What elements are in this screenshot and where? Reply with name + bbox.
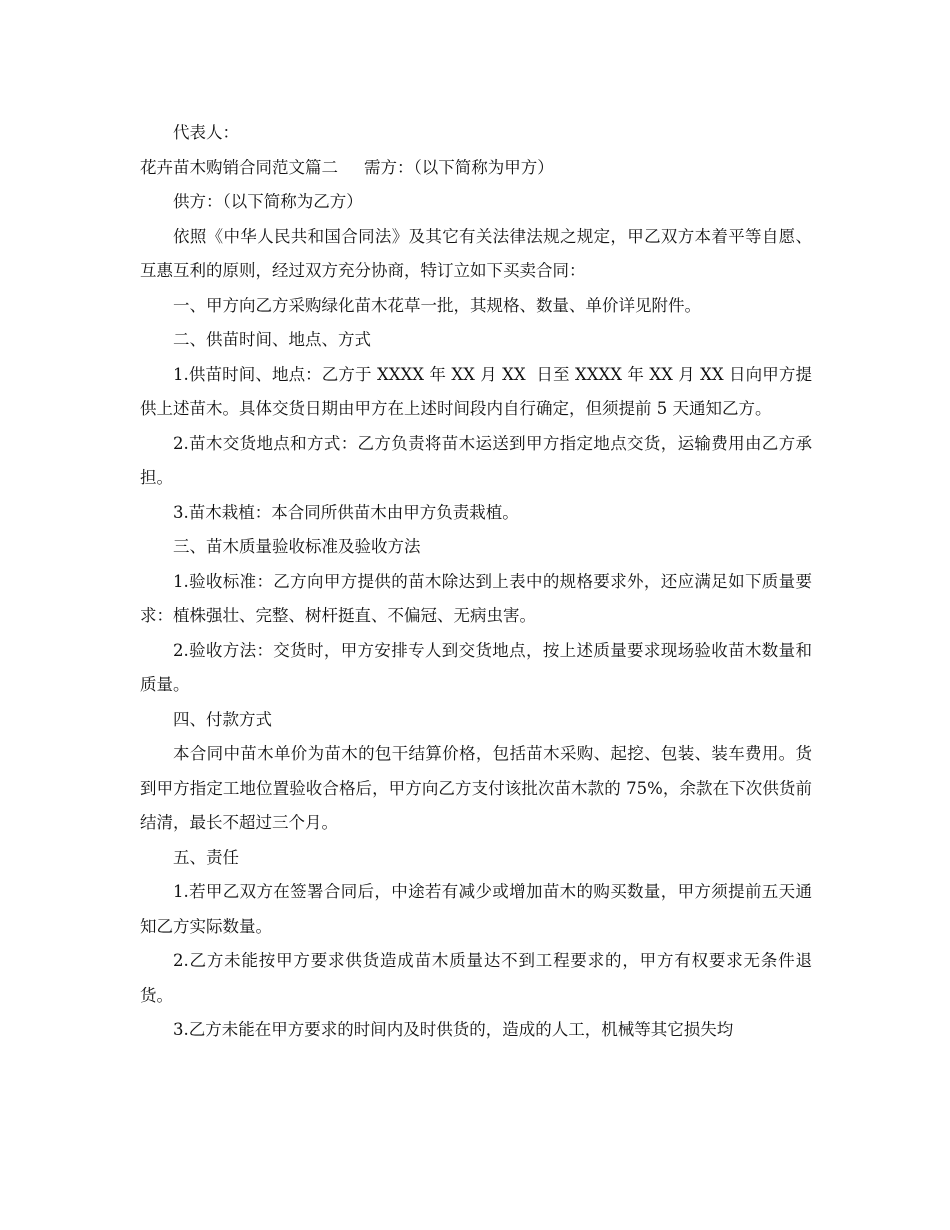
supplier-line: 供方：（以下简称为乙方） xyxy=(173,192,363,211)
paragraph: 3.乙方未能在甲方要求的时间内及时供货的，造成的人工，机械等其它损失均 xyxy=(173,1020,734,1039)
paragraph: 2.验收方法：交货时，甲方安排专人到交货地点，按上述质量要求现场验收苗木数量和质量。 xyxy=(140,640,812,694)
paragraph: 依照《中华人民共和国合同法》及其它有关法律法规之规定，甲乙双方本着平等自愿、互惠互利的原则，经过双方充分协商，特订立如下买卖合同： xyxy=(140,226,812,280)
paragraph: 1.若甲乙双方在签署合同后，中途若有减少或增加苗木的购买数量，甲方须提前五天通知乙方实际数量。 xyxy=(140,882,812,936)
section-heading: 二、供苗时间、地点、方式 xyxy=(173,330,371,349)
section-heading: 三、苗木质量验收标准及验收方法 xyxy=(173,537,421,556)
document-title: 花卉苗木购销合同范文篇二 xyxy=(140,157,338,177)
paragraph: 本合同中苗木单价为苗木的包干结算价格，包括苗木采购、起挖、包装、装车费用。货到甲方指定工地位置验收合格后，甲方向乙方支付该批次苗木款的 75%，余款在下次供货前结清，最长不超过三个月。 xyxy=(140,744,812,832)
section-heading: 四、付款方式 xyxy=(173,709,272,729)
paragraph: 3.苗木栽植：本合同所供苗木由甲方负责栽植。 xyxy=(173,502,519,522)
document-body xyxy=(140,116,812,1048)
section-heading: 五、责任 xyxy=(173,847,239,867)
paragraph: 1.验收标准：乙方向甲方提供的苗木除达到上表中的规格要求外，还应满足如下质量要求：植株强壮、完整、树杆挺直、不偏冠、无病虫害。 xyxy=(140,571,812,625)
buyer-line: 需方：（以下简称为甲方） xyxy=(364,157,554,177)
paragraph: 2.苗木交货地点和方式：乙方负责将苗木运送到甲方指定地点交货，运输费用由乙方承担。 xyxy=(140,433,812,487)
representative-line: 代表人： xyxy=(173,123,239,142)
clause-heading: 一、甲方向乙方采购绿化苗木花草一批，其规格、数量、单价详见附件。 xyxy=(173,295,701,315)
paragraph: 1.供苗时间、地点：乙方于 XXXX 年 XX 月 XX 日至 XXXX 年 XX 月 XX 日向甲方提供上述苗木。具体交货日期由甲方在上述时间段内自行确定，但须提前 5 天通知乙方。 xyxy=(140,364,812,418)
title-line xyxy=(140,151,812,186)
paragraph: 2.乙方未能按甲方要求供货造成苗木质量达不到工程要求的，甲方有权要求无条件退货。 xyxy=(140,951,812,1005)
